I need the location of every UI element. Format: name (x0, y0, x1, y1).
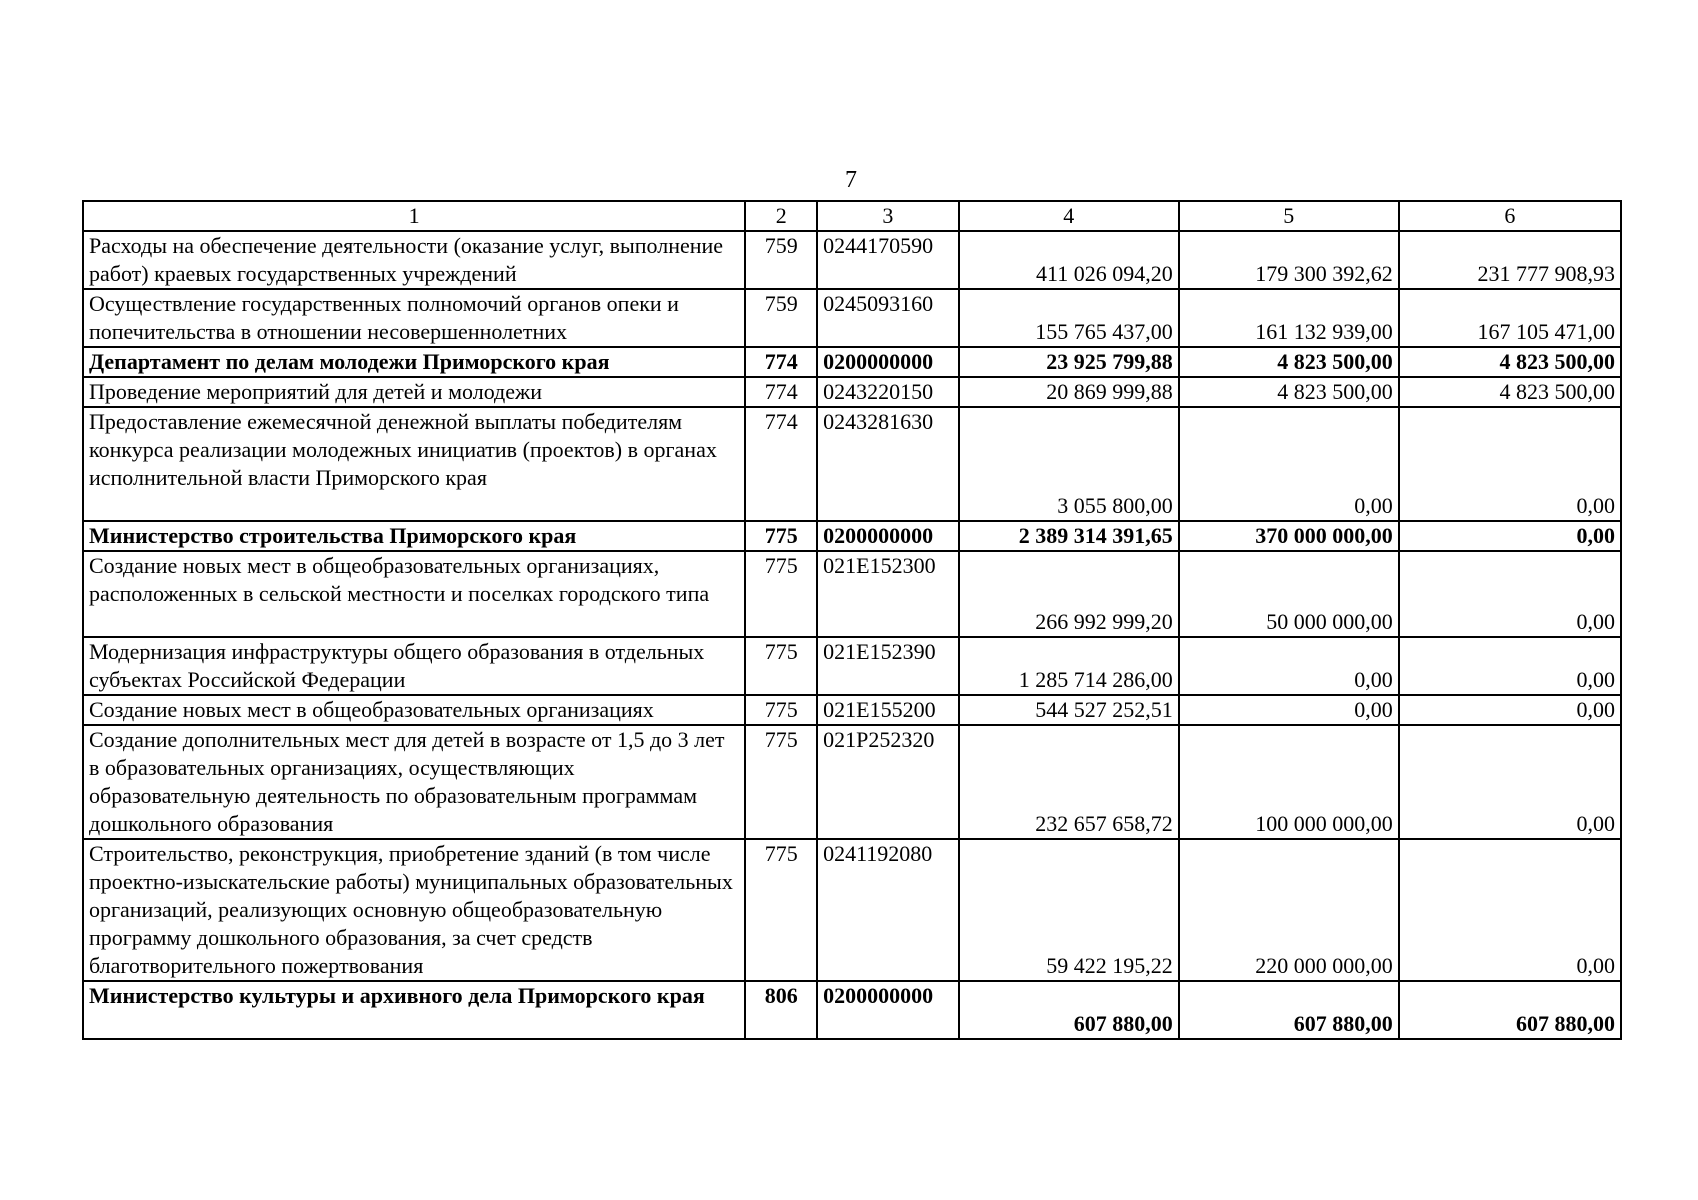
column-header: 3 (817, 201, 959, 231)
cell-target: 0241192080 (817, 839, 959, 981)
column-header: 5 (1179, 201, 1399, 231)
column-header: 6 (1399, 201, 1621, 231)
cell-value-6: 231 777 908,93 (1399, 231, 1621, 289)
cell-value-6: 4 823 500,00 (1399, 347, 1621, 377)
cell-code: 759 (745, 231, 817, 289)
cell-value-4: 20 869 999,88 (959, 377, 1179, 407)
cell-code: 774 (745, 377, 817, 407)
cell-value-6: 4 823 500,00 (1399, 377, 1621, 407)
cell-value-4: 3 055 800,00 (959, 407, 1179, 521)
cell-value-5: 4 823 500,00 (1179, 347, 1399, 377)
cell-value-4: 232 657 658,72 (959, 725, 1179, 839)
cell-name: Создание новых мест в общеобразовательных организациях, расположенных в сельской местности и поселках городского типа (83, 551, 745, 637)
cell-name: Предоставление ежемесячной денежной выплаты победителям конкурса реализации молодежных инициатив (проектов) в органах исполнительной власти Приморского края (83, 407, 745, 521)
cell-value-4: 266 992 999,20 (959, 551, 1179, 637)
cell-code: 775 (745, 521, 817, 551)
cell-target: 021E152300 (817, 551, 959, 637)
table-row (83, 521, 1621, 551)
table-header-row (83, 201, 1621, 231)
cell-value-5: 4 823 500,00 (1179, 377, 1399, 407)
cell-name: Министерство культуры и архивного дела Приморского края (83, 981, 745, 1039)
cell-target: 0243220150 (817, 377, 959, 407)
cell-value-5: 100 000 000,00 (1179, 725, 1399, 839)
table-row (83, 377, 1621, 407)
cell-value-4: 411 026 094,20 (959, 231, 1179, 289)
table-row (83, 695, 1621, 725)
cell-code: 775 (745, 551, 817, 637)
cell-value-5: 607 880,00 (1179, 981, 1399, 1039)
cell-target: 0245093160 (817, 289, 959, 347)
cell-value-6: 0,00 (1399, 407, 1621, 521)
table-row (83, 725, 1621, 839)
cell-value-5: 220 000 000,00 (1179, 839, 1399, 981)
cell-code: 775 (745, 637, 817, 695)
cell-name: Модернизация инфраструктуры общего образования в отдельных субъектах Российской Федерации (83, 637, 745, 695)
cell-target: 021P252320 (817, 725, 959, 839)
cell-target: 0243281630 (817, 407, 959, 521)
column-header: 4 (959, 201, 1179, 231)
column-header: 2 (745, 201, 817, 231)
cell-code: 775 (745, 725, 817, 839)
cell-target: 0200000000 (817, 347, 959, 377)
cell-value-5: 0,00 (1179, 637, 1399, 695)
cell-value-6: 0,00 (1399, 725, 1621, 839)
cell-name: Министерство строительства Приморского края (83, 521, 745, 551)
cell-target: 021E155200 (817, 695, 959, 725)
column-header: 1 (83, 201, 745, 231)
cell-value-4: 155 765 437,00 (959, 289, 1179, 347)
cell-name: Строительство, реконструкция, приобретение зданий (в том числе проектно-изыскательские работы) муниципальных образовательных организаций, реализующих основную общеобразовательную программу дошкольного образования, за счет средств благотворительного пожертвования (83, 839, 745, 981)
cell-name: Проведение мероприятий для детей и молодежи (83, 377, 745, 407)
cell-code: 775 (745, 839, 817, 981)
table-row (83, 839, 1621, 981)
cell-value-5: 0,00 (1179, 695, 1399, 725)
cell-value-5: 50 000 000,00 (1179, 551, 1399, 637)
cell-name: Осуществление государственных полномочий органов опеки и попечительства в отношении несовершеннолетних (83, 289, 745, 347)
cell-value-6: 0,00 (1399, 637, 1621, 695)
cell-value-6: 607 880,00 (1399, 981, 1621, 1039)
cell-name: Создание новых мест в общеобразовательных организациях (83, 695, 745, 725)
page-number: 7 (845, 167, 857, 193)
cell-target: 021E152390 (817, 637, 959, 695)
cell-value-6: 167 105 471,00 (1399, 289, 1621, 347)
budget-table (82, 200, 1622, 1040)
cell-value-4: 59 422 195,22 (959, 839, 1179, 981)
cell-code: 806 (745, 981, 817, 1039)
table-row (83, 289, 1621, 347)
table-row (83, 231, 1621, 289)
cell-value-4: 23 925 799,88 (959, 347, 1179, 377)
cell-value-5: 161 132 939,00 (1179, 289, 1399, 347)
cell-value-6: 0,00 (1399, 551, 1621, 637)
table-row (83, 407, 1621, 521)
cell-name: Создание дополнительных мест для детей в возрасте от 1,5 до 3 лет в образовательных организациях, осуществляющих образовательную деятельность по образовательным программам дошкольного образования (83, 725, 745, 839)
cell-value-5: 370 000 000,00 (1179, 521, 1399, 551)
cell-code: 774 (745, 347, 817, 377)
cell-value-4: 544 527 252,51 (959, 695, 1179, 725)
cell-name: Расходы на обеспечение деятельности (оказание услуг, выполнение работ) краевых государственных учреждений (83, 231, 745, 289)
cell-target: 0200000000 (817, 521, 959, 551)
cell-value-4: 607 880,00 (959, 981, 1179, 1039)
cell-code: 775 (745, 695, 817, 725)
table-row (83, 551, 1621, 637)
cell-value-4: 2 389 314 391,65 (959, 521, 1179, 551)
cell-value-5: 179 300 392,62 (1179, 231, 1399, 289)
table-row (83, 981, 1621, 1039)
cell-name: Департамент по делам молодежи Приморского края (83, 347, 745, 377)
cell-code: 759 (745, 289, 817, 347)
cell-value-6: 0,00 (1399, 521, 1621, 551)
cell-value-6: 0,00 (1399, 695, 1621, 725)
table-row (83, 347, 1621, 377)
cell-target: 0200000000 (817, 981, 959, 1039)
cell-value-5: 0,00 (1179, 407, 1399, 521)
cell-value-4: 1 285 714 286,00 (959, 637, 1179, 695)
table-row (83, 637, 1621, 695)
cell-code: 774 (745, 407, 817, 521)
cell-value-6: 0,00 (1399, 839, 1621, 981)
cell-target: 0244170590 (817, 231, 959, 289)
